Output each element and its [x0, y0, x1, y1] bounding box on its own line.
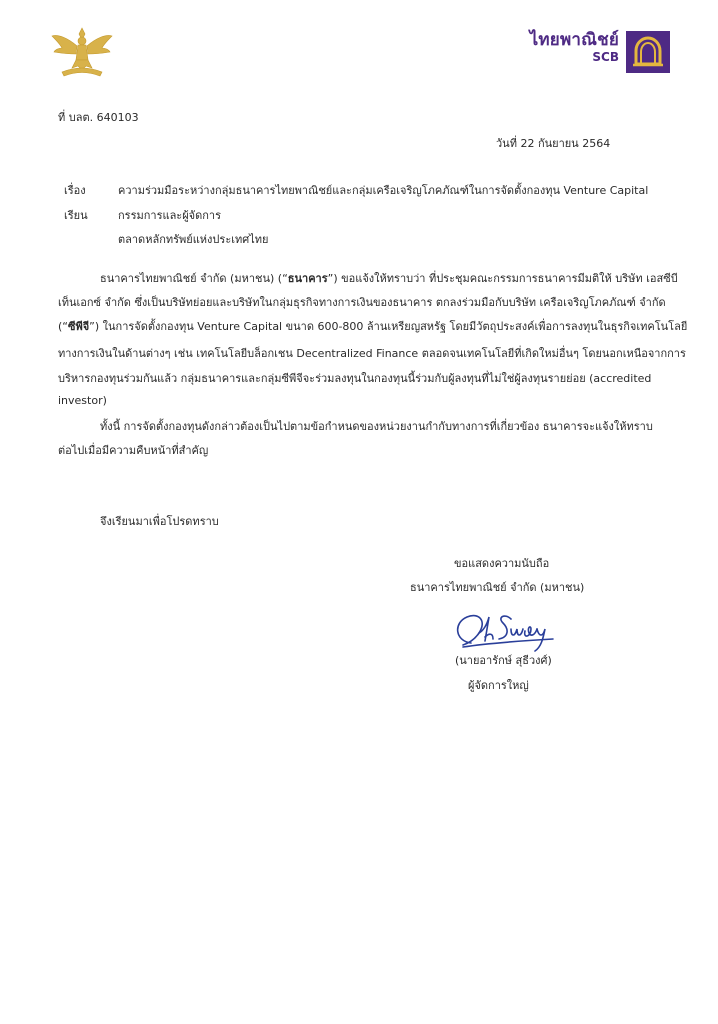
- regards-text: ขอแสดงความนับถือ: [454, 557, 550, 570]
- para1-line-1: [100, 267, 678, 291]
- para1-line-3c: ”) ในการจัดตั้งกองทุน Venture Capital ขนาด 600-800 ล้านเหรียญสหรัฐ โดยมีวัตถุประสงค์เพื่อการลงทุนในธุรกิจเทคโนโลยี: [89, 320, 688, 333]
- reference-number: ที่ บลต. 640103: [58, 111, 139, 124]
- para1-line-6: investor): [58, 394, 107, 407]
- subject-label: เรื่อง: [64, 184, 86, 197]
- bank-defined-term: ธนาคาร: [287, 272, 328, 285]
- garuda-emblem-icon: [48, 24, 116, 80]
- to-line-2: ตลาดหลักทรัพย์แห่งประเทศไทย: [118, 233, 269, 246]
- para1-line-1a: ธนาคารไทยพาณิชย์ จำกัด (มหาชน) (“: [100, 272, 288, 285]
- para1-line-2: เท็นเอกซ์ จำกัด ซึ่งเป็นบริษัทย่อยและบริษัทในกลุ่มธุรกิจทางการเงินของธนาคาร ตกลงร่วมมือกับบริษัท เครือเจริญโภคภัณฑ์ จำกัด: [58, 296, 666, 309]
- logo-scb-text: SCB: [592, 50, 619, 64]
- signer-title: ผู้จัดการใหญ่: [468, 679, 529, 692]
- cpg-defined-term: ซีพีจี: [68, 320, 90, 333]
- para2-line-1: ทั้งนี้ การจัดตั้งกองทุนดังกล่าวต้องเป็นไปตามข้อกำหนดของหน่วยงานกำกับทางการที่เกี่ยวข้อง ธนาคารจะแจ้งให้ทราบ: [100, 420, 653, 433]
- letter-date: วันที่ 22 กันยายน 2564: [496, 137, 611, 150]
- para1-line-5: บริหารกองทุนร่วมกันแล้ว กลุ่มธนาคารและกลุ่มซีพีจีจะร่วมลงทุนในกองทุนนี้ร่วมกับผู้ลงทุนที่ไม่ใช่ผู้ลงทุนรายย่อย (accredited: [58, 372, 652, 385]
- handwritten-signature: [449, 603, 559, 655]
- para1-line-3a: (“: [58, 320, 68, 333]
- to-line-1: กรรมการและผู้จัดการ: [118, 209, 221, 222]
- logo-thai-text: ไทยพาณิชย์: [529, 30, 619, 50]
- scb-logo-icon: [626, 31, 670, 73]
- para1-line-1c: ”) ขอแจ้งให้ทราบว่า ที่ประชุมคณะกรรมการธนาคารมีมติให้ บริษัท เอสซีบี: [327, 272, 678, 285]
- para1-line-4: ทางการเงินในด้านต่างๆ เช่น เทคโนโลยีบล็อกเชน Decentralized Finance ตลอดจนเทคโนโลยีที่เกิดใหม่อื่นๆ โดยนอกเหนือจากการ: [58, 347, 686, 360]
- to-label: เรียน: [64, 209, 88, 222]
- para2-line-2: ต่อไปเมื่อมีความคืบหน้าที่สำคัญ: [58, 444, 209, 457]
- para1-line-3: [58, 315, 687, 339]
- signer-name: (นายอารักษ์ สุธีวงศ์): [455, 654, 552, 667]
- signer-organization: ธนาคารไทยพาณิชย์ จำกัด (มหาชน): [410, 581, 585, 594]
- subject-text: ความร่วมมือระหว่างกลุ่มธนาคารไทยพาณิชย์และกลุ่มเครือเจริญโภคภัณฑ์ในการจัดตั้งกองทุน Venture Capital: [118, 184, 649, 197]
- closing-text: จึงเรียนมาเพื่อโปรดทราบ: [100, 515, 219, 528]
- scb-logo-wordmark: [521, 30, 619, 64]
